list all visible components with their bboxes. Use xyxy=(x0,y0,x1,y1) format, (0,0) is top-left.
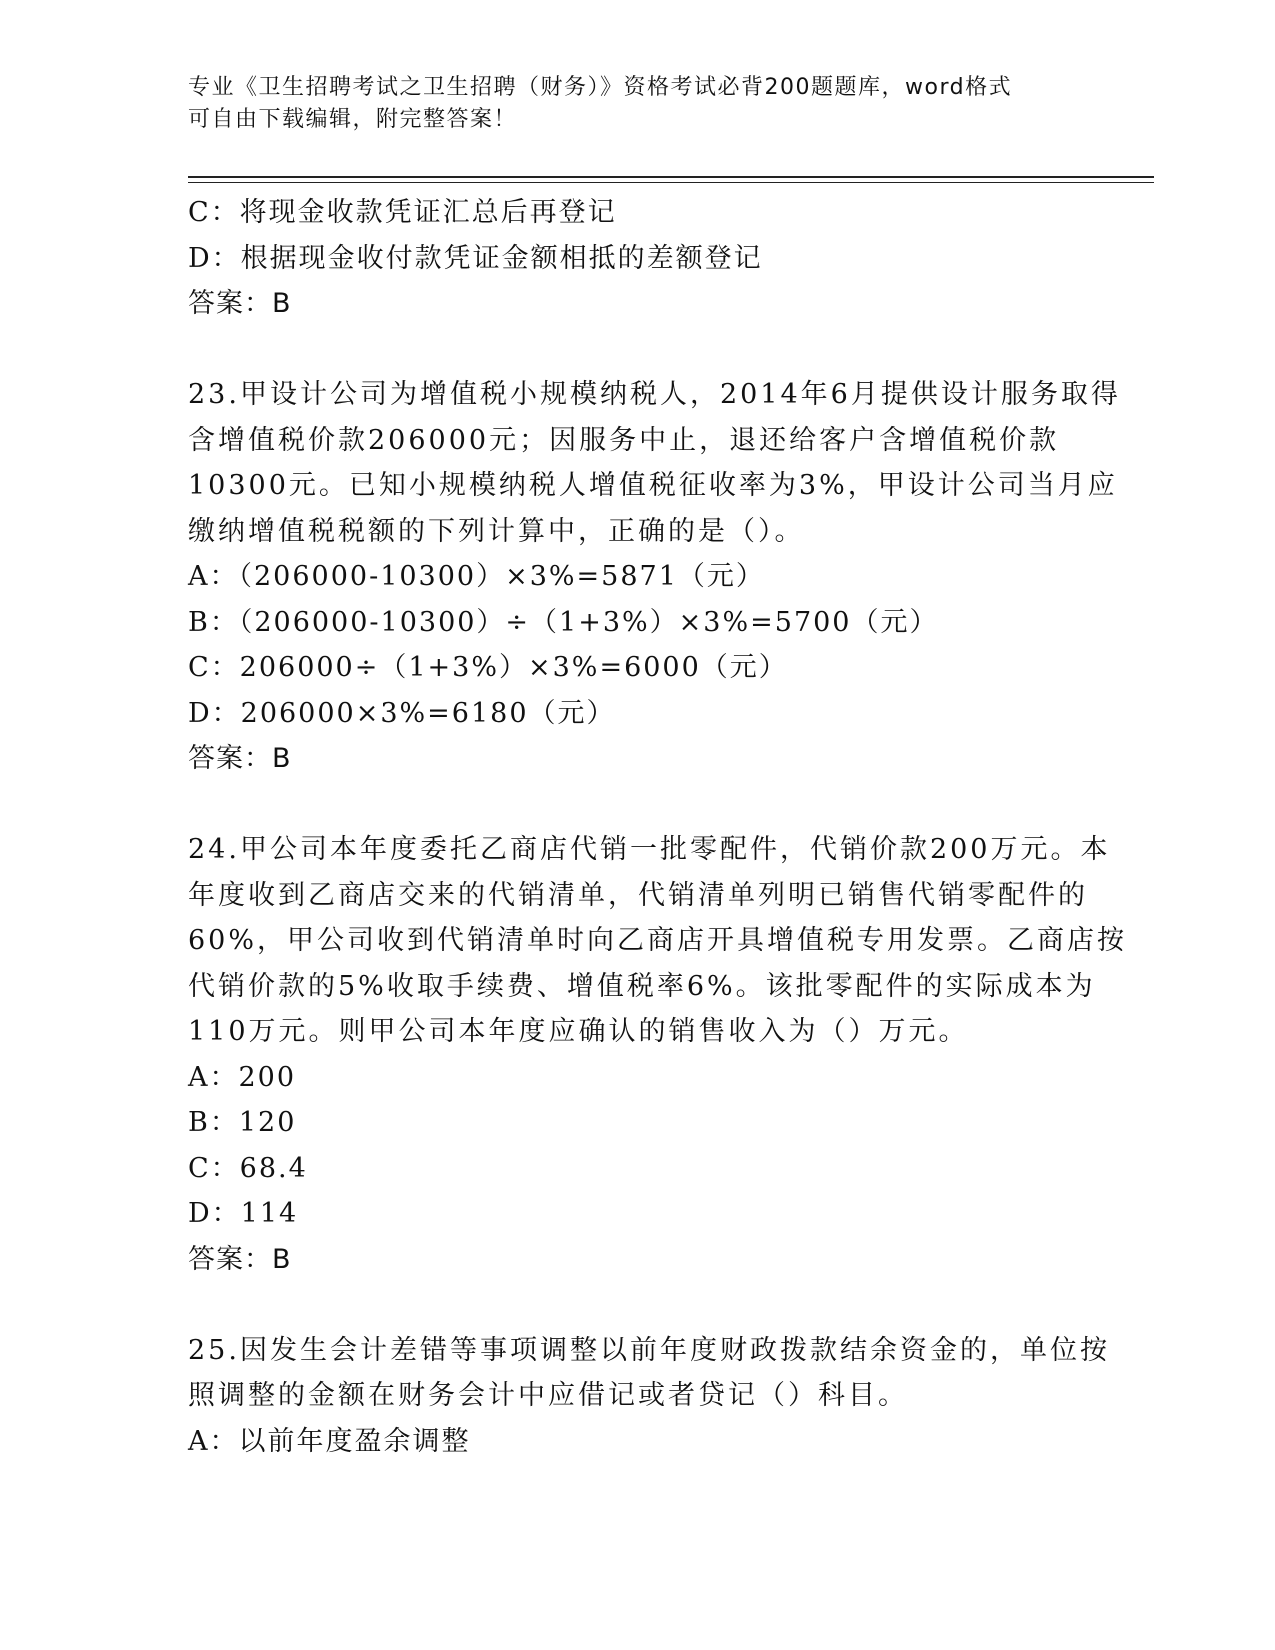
question-23-block xyxy=(188,372,1121,782)
question-line: 110万元。则甲公司本年度应确认的销售收入为（）万元。 xyxy=(188,1016,969,1047)
answer-line: 答案：B xyxy=(188,1243,292,1275)
question-25-text xyxy=(188,1328,1110,1419)
document-header xyxy=(188,72,1068,136)
question-line: 23.甲设计公司为增值税小规模纳税人，2014年6月提供设计服务取得 xyxy=(188,379,1121,410)
spacer xyxy=(188,782,1088,828)
question-24-block xyxy=(188,827,1128,1282)
header-divider-thin xyxy=(188,182,1154,183)
option-a: A：（206000-10300）×3%=5871（元） xyxy=(188,561,765,592)
option-a: A：200 xyxy=(188,1061,297,1093)
prev-question-block xyxy=(188,190,1088,327)
header-line-1: 专业《卫生招聘考试之卫生招聘（财务）》资格考试必背200题题库，word格式 xyxy=(188,75,1013,100)
header-line-2: 可自由下载编辑，附完整答案！ xyxy=(188,107,518,132)
answer-line: 答案：B xyxy=(188,743,292,774)
spacer xyxy=(188,327,1088,373)
option-d: D：114 xyxy=(188,1198,299,1229)
option-a: A：以前年度盈余调整 xyxy=(188,1425,471,1457)
document-body xyxy=(188,190,1128,1464)
question-line: 代销价款的5%收取手续费、增值税率6%。该批零配件的实际成本为 xyxy=(188,970,1096,1002)
header-divider-thick xyxy=(188,176,1154,178)
question-24-text xyxy=(188,827,1128,1055)
option-c: C：206000÷（1+3%）×3%=6000（元） xyxy=(188,652,788,683)
question-line: 年度收到乙商店交来的代销清单，代销清单列明已销售代销零配件的 xyxy=(188,879,1088,911)
option-d: D：根据现金收付款凭证金额相抵的差额登记 xyxy=(188,242,763,274)
question-line: 缴纳增值税税额的下列计算中，正确的是（）。 xyxy=(188,515,805,547)
question-line: 含增值税价款206000元；因服务中止，退还给客户含增值税价款 xyxy=(188,424,1060,456)
question-25-block xyxy=(188,1328,1110,1465)
option-c: C：68.4 xyxy=(188,1152,308,1184)
question-line: 10300元。已知小规模纳税人增值税征收率为3%，甲设计公司当月应 xyxy=(188,470,1118,501)
question-23-text xyxy=(188,372,1121,554)
option-c: C：将现金收款凭证汇总后再登记 xyxy=(188,197,617,228)
option-b: B：（206000-10300）÷（1+3%）×3%=5700（元） xyxy=(188,606,939,638)
question-line: 24.甲公司本年度委托乙商店代销一批零配件，代销价款200万元。本 xyxy=(188,834,1111,865)
spacer xyxy=(188,1282,1088,1328)
option-b: B：120 xyxy=(188,1107,297,1138)
question-line: 照调整的金额在财务会计中应借记或者贷记（）科目。 xyxy=(188,1380,908,1411)
question-line: 25.因发生会计差错等事项调整以前年度财政拨款结余资金的，单位按 xyxy=(188,1334,1110,1366)
question-line: 60%，甲公司收到代销清单时向乙商店开具增值税专用发票。乙商店按 xyxy=(188,925,1128,956)
option-d: D：206000×3%=6180（元） xyxy=(188,697,616,729)
answer-line: 答案：B xyxy=(188,288,292,319)
